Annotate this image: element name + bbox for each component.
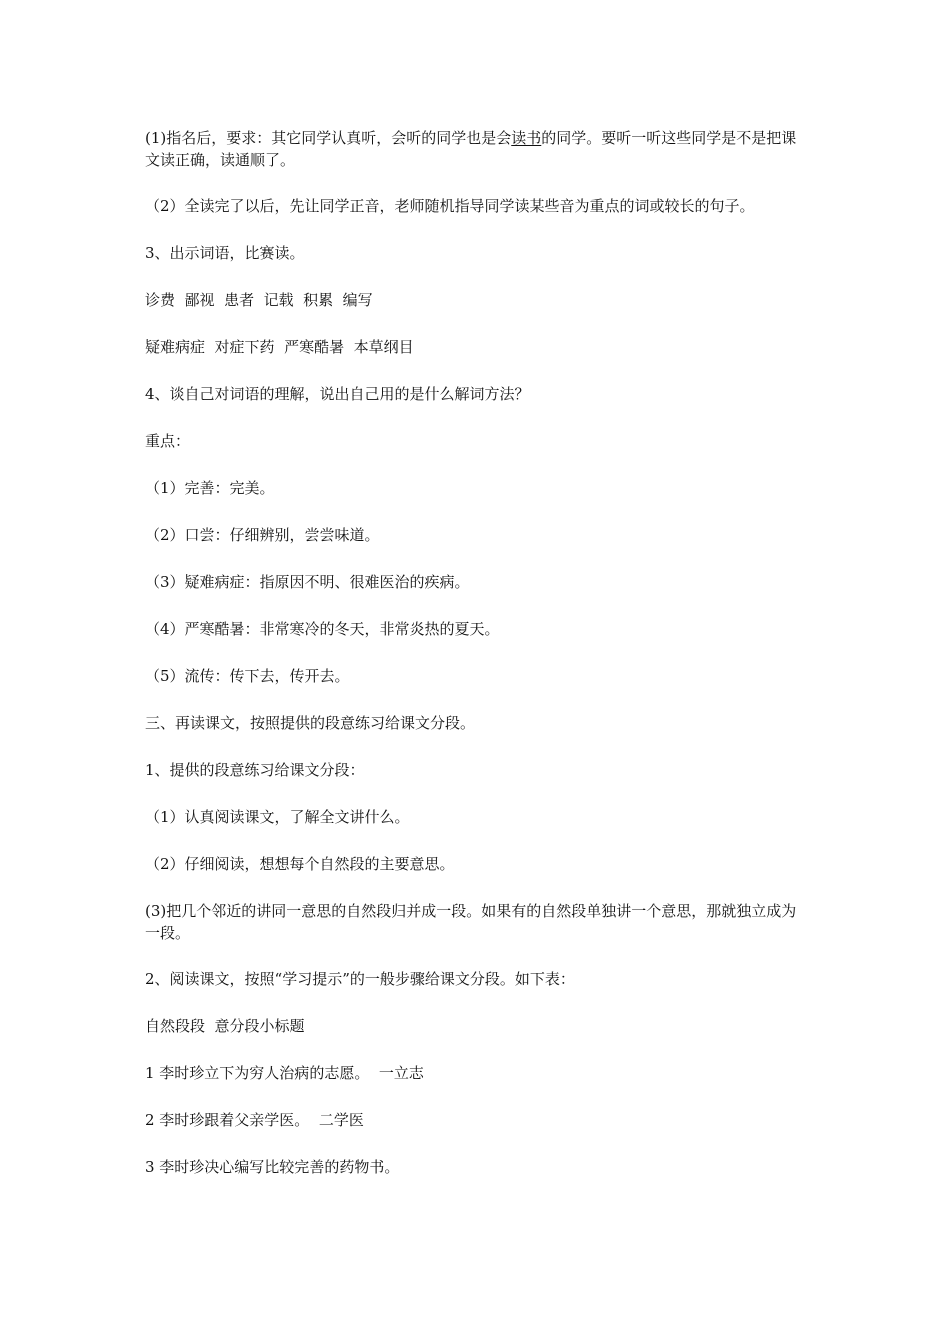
paragraph: 1、提供的段意练习给课文分段： [145,761,365,779]
list-item: (3)把几个邻近的讲同一意思的自然段归并成一段。如果有的自然段单独讲一个意思，那就独立成为一段。 [145,902,797,942]
list-item: （4）严寒酷暑：非常寒冷的冬天，非常炎热的夏天。 [145,620,500,638]
paragraph: （2）全读完了以后，先让同学正音，老师随机指导同学读某些音为重点的词或较长的句子。 [145,197,755,215]
paragraph: 4、谈自己对词语的理解，说出自己用的是什么解词方法？ [145,385,530,403]
list-item: （2）口尝：仔细辨别，尝尝味道。 [145,526,380,544]
table-header: 自然段段 意分段小标题 [145,1017,305,1035]
list-item: （2）仔细阅读，想想每个自然段的主要意思。 [145,855,455,873]
table-row: 3 李时珍决心编写比较完善的药物书。 [145,1158,400,1176]
list-item: （3）疑难病症：指原因不明、很难医治的疾病。 [145,573,470,591]
paragraph [145,127,810,171]
section-heading: 三、再读课文，按照提供的段意练习给课文分段。 [145,714,476,732]
word-list: 诊费 鄙视 患者 记载 积累 编写 [145,291,373,309]
paragraph: 2、阅读课文，按照“学习提示”的一般步骤给课文分段。如下表： [145,970,575,988]
table-row: 2 李时珍跟着父亲学医。 二学医 [145,1111,364,1129]
table-row: 1 李时珍立下为穷人治病的志愿。 一立志 [145,1064,424,1082]
paragraph: 重点： [145,432,191,450]
list-item: （5）流传：传下去，传开去。 [145,667,350,685]
paragraph: 3、出示词语，比赛读。 [145,244,305,262]
paragraph-text: (1)指名后，要求：其它同学认真听，会听的同学也是会 [145,129,512,147]
list-item: （1）认真阅读课文，了解全文讲什么。 [145,808,410,826]
document-body [145,127,810,1203]
list-item: （1）完善：完美。 [145,479,275,497]
paragraph-text: 的同学。要听一听这些同学是不是把课文读正确，读通顺了。 [145,129,797,169]
underlined-text: 读书 [511,129,542,147]
word-list: 疑难病症 对症下药 严寒酷暑 本草纲目 [145,338,414,356]
